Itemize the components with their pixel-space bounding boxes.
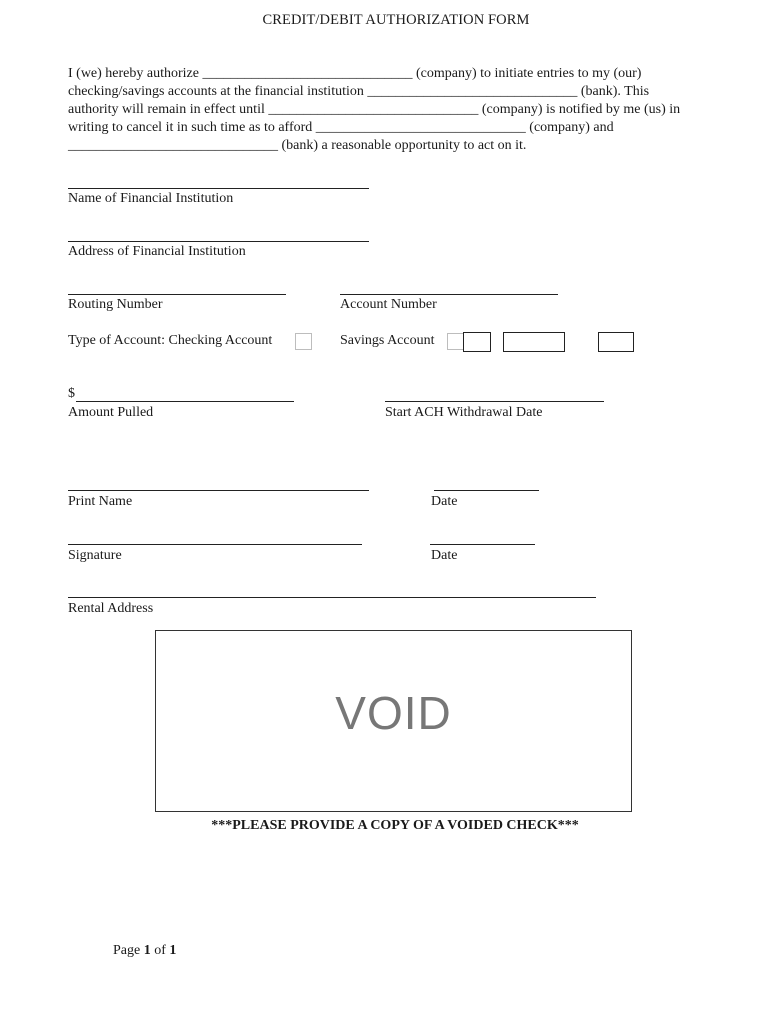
form-field-box[interactable] — [503, 332, 565, 352]
voided-check-notice: ***PLEASE PROVIDE A COPY OF A VOIDED CHECK*** — [211, 818, 579, 833]
routing-number-line[interactable] — [68, 294, 286, 295]
authorization-paragraph — [68, 65, 728, 155]
date-line-2[interactable] — [430, 544, 535, 545]
savings-account-label: Savings Account — [340, 333, 435, 348]
paragraph-line: checking/savings accounts at the financial institution ______________________________ (bank). This — [68, 84, 650, 99]
print-name-line[interactable] — [68, 490, 369, 491]
checking-account-checkbox[interactable] — [295, 333, 312, 350]
voided-check-box — [155, 630, 632, 812]
date-label-1: Date — [431, 494, 458, 509]
dollar-sign: $ — [68, 386, 75, 401]
start-ach-date-label: Start ACH Withdrawal Date — [385, 405, 543, 420]
financial-institution-address-line[interactable] — [68, 241, 369, 242]
page-prefix: Page — [113, 943, 141, 958]
account-number-label: Account Number — [340, 297, 437, 312]
date-label-2: Date — [431, 548, 458, 563]
account-number-line[interactable] — [340, 294, 558, 295]
routing-number-label: Routing Number — [68, 297, 163, 312]
paragraph-line: ______________________________ (bank) a reasonable opportunity to act on it. — [68, 138, 527, 153]
start-ach-date-line[interactable] — [385, 401, 604, 402]
financial-institution-name-line[interactable] — [68, 188, 369, 189]
amount-pulled-line[interactable] — [76, 401, 294, 402]
signature-line[interactable] — [68, 544, 362, 545]
rental-address-line[interactable] — [68, 597, 596, 598]
form-field-box[interactable] — [598, 332, 634, 352]
rental-address-label: Rental Address — [68, 601, 154, 616]
account-type-label: Type of Account: Checking Account — [68, 333, 273, 348]
financial-institution-address-label: Address of Financial Institution — [68, 244, 246, 259]
page-total: 1 — [169, 943, 177, 958]
form-title: CREDIT/DEBIT AUTHORIZATION FORM — [262, 12, 530, 28]
page-indicator — [113, 943, 176, 959]
paragraph-line: I (we) hereby authorize ______________________________ (company) to initiate entries to my (our) — [68, 66, 642, 81]
void-watermark: VOID — [335, 687, 452, 739]
financial-institution-name-label: Name of Financial Institution — [68, 191, 234, 206]
paragraph-line: authority will remain in effect until ______________________________ (company) is notified by me (us) in — [68, 102, 681, 117]
paragraph-line: writing to cancel it in such time as to afford ______________________________ (company) and — [68, 120, 614, 135]
signature-label: Signature — [68, 548, 122, 563]
print-name-label: Print Name — [68, 494, 133, 509]
amount-pulled-label: Amount Pulled — [68, 405, 154, 420]
page-of: of — [154, 943, 166, 958]
date-line-1[interactable] — [434, 490, 539, 491]
page-current: 1 — [143, 943, 151, 958]
form-field-box[interactable] — [463, 332, 491, 352]
savings-account-checkbox[interactable] — [447, 333, 464, 350]
